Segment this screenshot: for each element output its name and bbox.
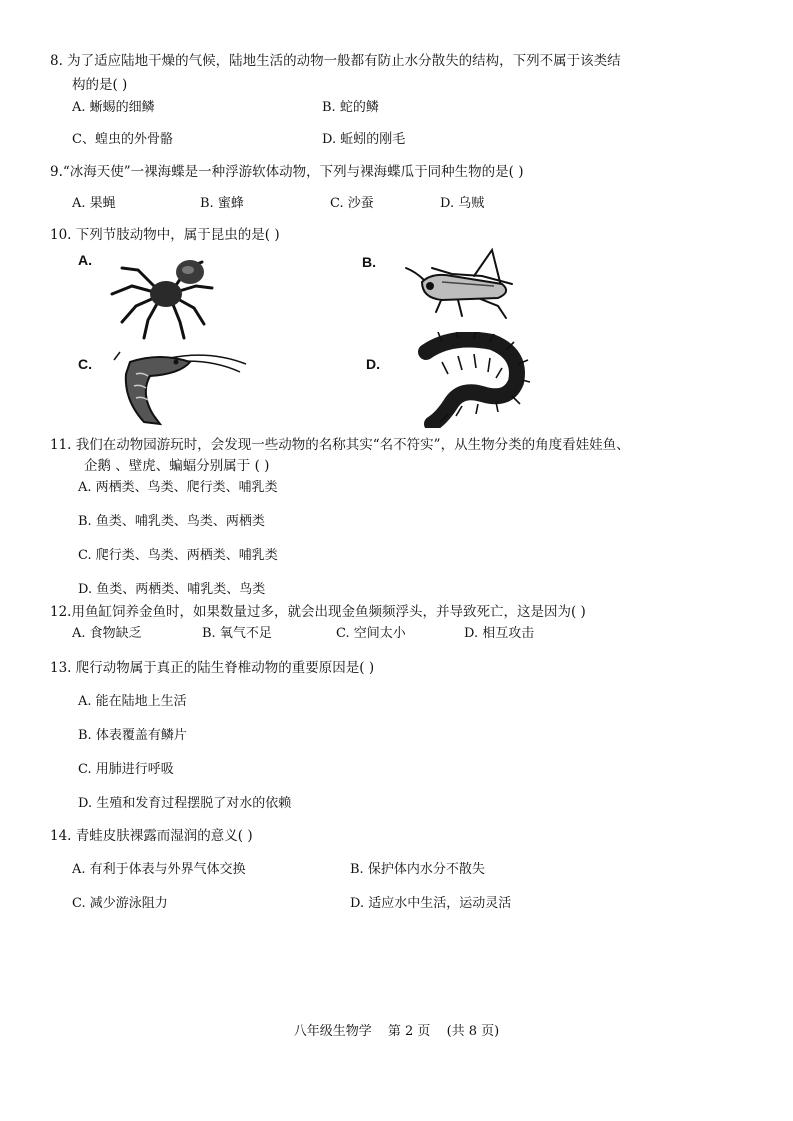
question-10-stem: 10. 下列节肢动物中，属于昆虫的是( ) <box>50 227 280 243</box>
question-14-option-d: D. 适应水中生活，运动灵活 <box>350 896 512 911</box>
footer-total-pages: (共 8 页) <box>446 1024 500 1039</box>
question-10-option-c-label: C. <box>78 356 92 372</box>
grasshopper-icon <box>402 246 522 326</box>
centipede-icon <box>412 332 532 428</box>
question-13-option-b: B. 体表覆盖有鳞片 <box>78 728 187 743</box>
question-11-stem-line1: 11. 我们在动物园游玩时，会发现一些动物的名称其实“名不符实”，从生物分类的角度看娃娃鱼、 <box>50 437 630 453</box>
question-8-option-a: A. 蜥蜴的细鳞 <box>72 100 155 115</box>
question-8-option-c: C、蝗虫的外骨骼 <box>72 132 173 147</box>
question-10-option-a-label: A. <box>78 252 92 268</box>
spider-icon <box>108 248 218 340</box>
question-8-option-d: D. 蚯蚓的刚毛 <box>322 132 406 147</box>
question-12-stem: 12.用鱼缸饲养金鱼时，如果数量过多，就会出现金鱼频频浮头，并导致死亡，这是因为( ) <box>50 604 586 620</box>
footer-page-number: 第 2 页 <box>387 1024 431 1039</box>
question-14-option-a: A. 有利于体表与外界气体交换 <box>72 862 246 877</box>
question-10-option-d-label: D. <box>366 356 380 372</box>
question-14-stem: 14. 青蛙皮肤裸露而湿润的意义( ) <box>50 828 253 844</box>
question-8-stem-line1: 8. 为了适应陆地干燥的气候，陆地生活的动物一般都有防止水分散失的结构，下列不属于该类结 <box>50 53 621 69</box>
question-14-option-b: B. 保护体内水分不散失 <box>350 862 485 877</box>
question-8-option-b: B. 蛇的鳞 <box>322 100 379 115</box>
question-9-option-c: C. 沙蚕 <box>330 196 374 211</box>
question-12-option-a: A. 食物缺乏 <box>72 626 142 641</box>
question-13-stem: 13. 爬行动物属于真正的陆生脊椎动物的重要原因是( ) <box>50 660 375 676</box>
question-8-stem-line2: 构的是( ) <box>72 77 128 93</box>
shrimp-icon <box>110 344 250 426</box>
question-12-option-b: B. 氧气不足 <box>202 626 272 641</box>
question-13-option-c: C. 用肺进行呼吸 <box>78 762 174 777</box>
question-9-stem: 9.“冰海天使”一裸海蝶是一种浮游软体动物，下列与裸海蝶瓜于同种生物的是( ) <box>50 164 524 180</box>
question-13-option-d: D. 生殖和发育过程摆脱了对水的依赖 <box>78 796 292 811</box>
footer-subject: 八年级生物学 <box>293 1024 372 1039</box>
page-footer <box>0 1020 793 1039</box>
question-9-option-b: B. 蜜蜂 <box>200 196 244 211</box>
question-11-stem-line2: 企鹅 、壁虎、蝙蝠分别属于 ( ) <box>84 458 270 474</box>
question-11-option-a: A. 两栖类、鸟类、爬行类、哺乳类 <box>78 480 278 495</box>
question-11-option-d: D. 鱼类、两栖类、哺乳类、鸟类 <box>78 582 266 597</box>
question-12-option-c: C. 空间太小 <box>336 626 406 641</box>
question-9-option-d: D. 乌贼 <box>440 196 485 211</box>
question-9-option-a: A. 果蝇 <box>72 196 116 211</box>
question-11-option-c: C. 爬行类、鸟类、两栖类、哺乳类 <box>78 548 278 563</box>
question-10-option-b-label: B. <box>362 254 376 270</box>
question-14-option-c: C. 减少游泳阻力 <box>72 896 168 911</box>
question-11-option-b: B. 鱼类、哺乳类、鸟类、两栖类 <box>78 514 265 529</box>
question-13-option-a: A. 能在陆地上生活 <box>78 694 187 709</box>
question-12-option-d: D. 相互攻击 <box>464 626 535 641</box>
